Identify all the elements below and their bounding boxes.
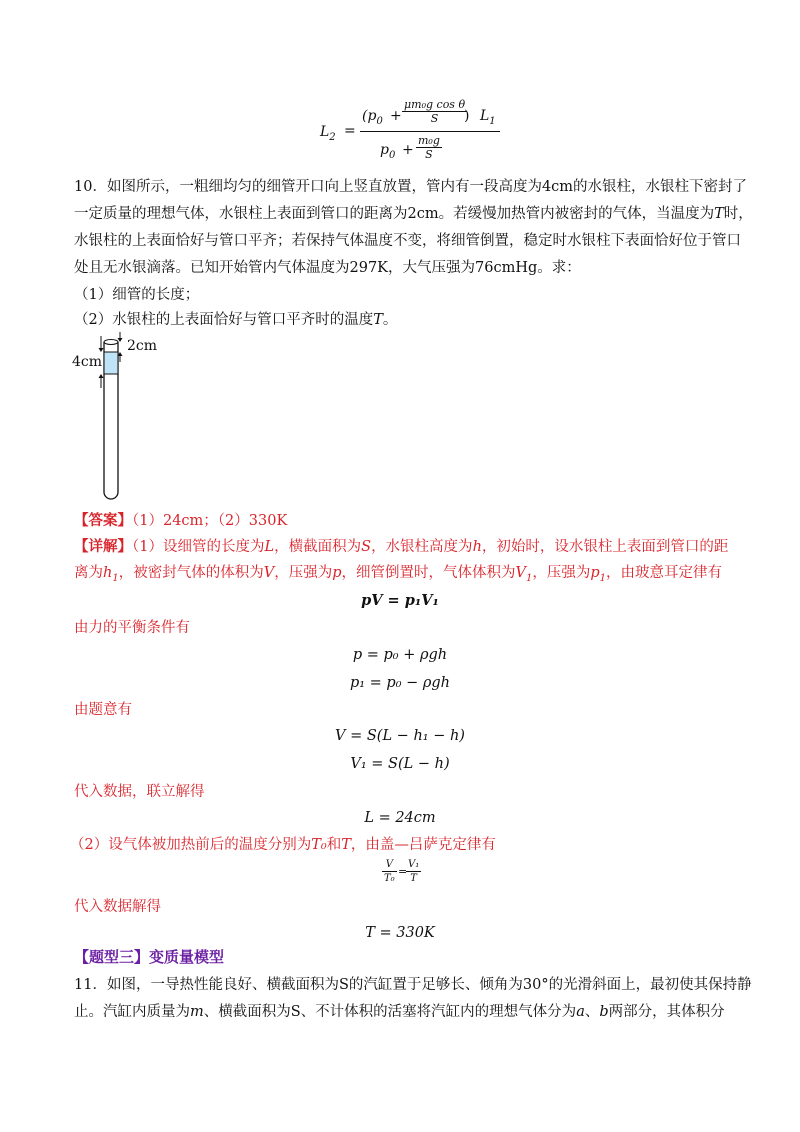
section-title: 【题型三】变质量模型 [74,948,225,966]
problem10-line4: 处且无水银滴落。已知开始管内气体温度为297K，大气压强为76cmHg。求： [74,260,581,276]
formula-equals: = [344,123,356,139]
top-formula [320,98,496,170]
mercury-column [105,352,118,374]
eq-l: L = 24cm [364,810,436,826]
formula-numerator: ($p_0$ + $\frac{\text{μm₀g cos θ}}{S}$ ) $L_1$ [362,98,496,127]
label-4cm: 4cm [72,354,103,370]
formula-lhs: $L_2$ [320,124,336,143]
by-text: 由题意有 [74,702,132,718]
eq-v1: V₁ = S(L − h) [350,756,450,772]
tube-figure [70,330,170,505]
problem10-line1: 10．如图所示，一粗细均匀的细管开口向上竖直放置，管内有一段高度为4cm的水银柱，水银柱下密封了 [74,179,748,195]
detail-line1: 【详解】（1）设细管的长度为L，横截面积为S，水银柱高度为h，初始时，设水银柱上表面到管口的距 [74,538,729,555]
formula-inner-fraction: $\frac{\text{μm₀g cos θ}}{S}$ [404,98,466,125]
eq-p: p = p₀ + ρgh [352,647,448,663]
problem10-line2: 一定质量的理想气体，水银柱上表面到管口的距离为2cm。若缓慢加热管内被密封的气体，当温度为T时， [74,206,753,222]
eq-boyle: pV = p₁V₁ [361,592,439,609]
problem11-line2: 止。汽缸内质量为m、横截面积为S、不计体积的活塞将汽缸内的理想气体分为a、b两部分，其体积分 [74,1004,725,1020]
detail-line2: 离为$h_1$，被密封气体的体积为V，压强为p，细管倒置时，气体体积为$V_1$，压强为$p_1$，由玻意耳定律有 [74,565,723,584]
eq-v: V = S(L − h₁ − h) [335,728,465,744]
problem11-line1: 11．如图，一导热性能良好、横截面积为S的汽缸置于足够长、倾角为30°的光滑斜面上，最初使其保持静 [74,977,752,993]
eq-gay-lussac: $\frac{V}{\text{T₀}}$ = $\frac{\text{V₁}}{T}$ [384,859,420,884]
problem10-question2: （2）水银柱的上表面恰好与管口平齐时的温度T。 [74,312,398,328]
eq-t: T = 330K [365,925,435,941]
part2-line: （2）设气体被加热前后的温度分别为T₀和T，由盖—吕萨克定律有 [70,837,496,853]
balance-text: 由力的平衡条件有 [74,620,190,636]
problem10-line3: 水银柱的上表面恰好与管口平齐；若保持气体温度不变，将细管倒置，稳定时水银柱下表面恰好位于管口 [74,233,741,249]
label-2cm: 2cm [127,338,158,354]
solve-text: 代入数据，联立解得 [74,784,205,800]
eq-p1: p₁ = p₀ − ρgh [349,675,451,691]
formula-denominator: $p_0$ + $\frac{\text{m₀g}}{S}$ [380,134,440,161]
answer-line: 【答案】（1）24cm；（2）330K [74,512,288,529]
problem10-question1: （1）细管的长度； [74,287,200,303]
solve2-text: 代入数据解得 [74,899,161,915]
tube-opening [104,340,118,345]
